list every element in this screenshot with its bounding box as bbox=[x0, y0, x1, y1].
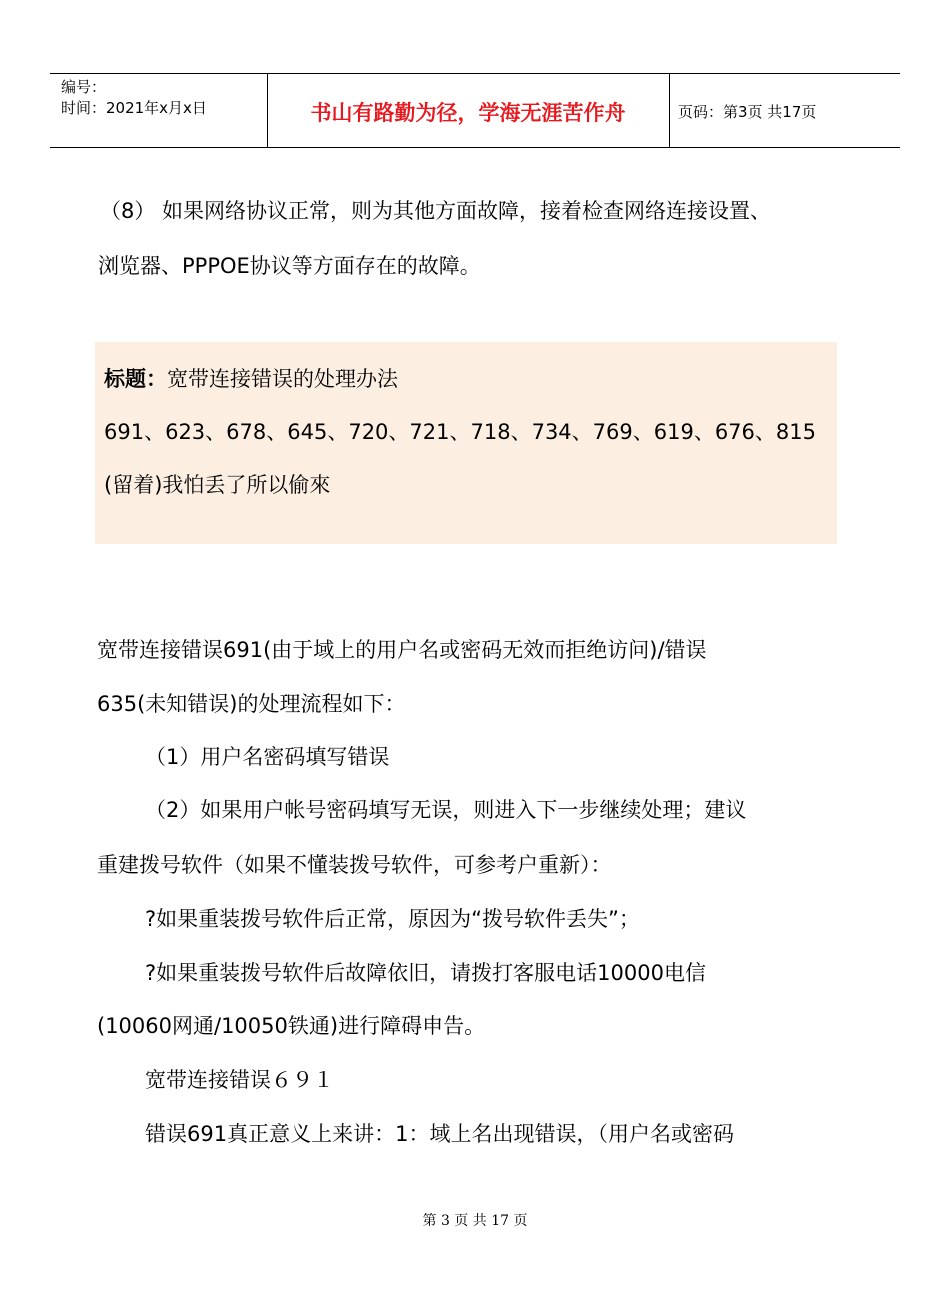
body-line-8: (10060网通/10050铁通)进行障碍申告。 bbox=[97, 1014, 486, 1038]
page-footer: 第 3 页 共 17 页 bbox=[422, 1213, 528, 1229]
body-line-5: 重建拨号软件（如果不懂装拨号软件，可参考户重新）： bbox=[97, 853, 612, 877]
body-line-7: ?如果重装拨号软件后故障依旧，请拨打客服电话10000电信 bbox=[145, 961, 706, 985]
note-remark: (留着)我怕丢了所以偷來 bbox=[104, 473, 331, 497]
body-line-1: 宽带连接错误691(由于域上的用户名或密码无效而拒绝访问)/错误 bbox=[97, 638, 707, 662]
body-line-2: 635(未知错误)的处理流程如下： bbox=[97, 692, 406, 716]
header-page-info: 页码：第3页 共17页 bbox=[678, 103, 817, 121]
document-date: 时间：2021年x月x日 bbox=[61, 99, 207, 117]
header-middle-cell bbox=[267, 74, 670, 147]
note-title bbox=[104, 366, 398, 392]
header-right-cell bbox=[669, 74, 900, 147]
body-line-10: 错误691真正意义上来讲：1：域上名出现错误，（用户名或密码 bbox=[145, 1122, 734, 1146]
header-motto: 书山有路勤为径，学海无涯苦作舟 bbox=[310, 101, 626, 125]
body-line-6: ?如果重装拨号软件后正常，原因为“拨号软件丢失”； bbox=[145, 907, 640, 931]
note-error-codes: 691、623、678、645、720、721、718、734、769、619、676、815 bbox=[104, 420, 816, 444]
header-left-cell bbox=[50, 74, 268, 147]
body-line-3: （1）用户名密码填写错误 bbox=[145, 745, 390, 769]
body-line-4: （2）如果用户帐号密码填写无误，则进入下一步继续处理；建议 bbox=[145, 798, 747, 822]
page-header bbox=[50, 73, 900, 148]
note-title-text: 宽带连接错误的处理办法 bbox=[167, 367, 398, 391]
note-title-label: 标题： bbox=[104, 367, 167, 391]
body-line-9: 宽带连接错误６９１ bbox=[145, 1068, 334, 1092]
paragraph-8-line-2: 浏览器、PPPOE协议等方面存在的故障。 bbox=[98, 254, 481, 278]
highlighted-note-box bbox=[95, 342, 837, 544]
paragraph-8-line-1: （8） 如果网络协议正常，则为其他方面故障，接着检查网络连接设置、 bbox=[100, 199, 772, 223]
document-number-label: 编号： bbox=[61, 78, 107, 96]
